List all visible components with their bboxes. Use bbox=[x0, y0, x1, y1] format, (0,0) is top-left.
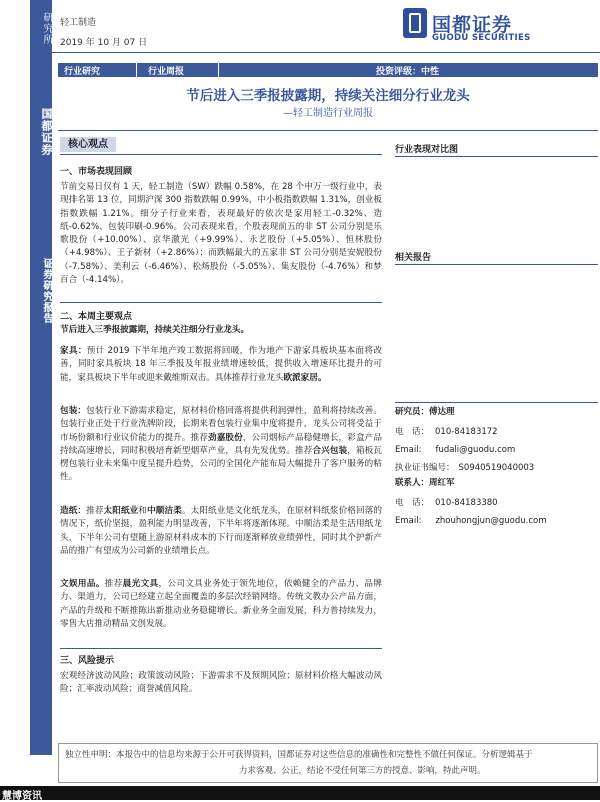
contact-email[interactable]: zhouhongjun@guodu.com bbox=[435, 516, 547, 526]
band-mid: 行业周报 bbox=[148, 67, 185, 77]
contact-block bbox=[395, 476, 600, 528]
packaging-paragraph bbox=[60, 405, 382, 485]
band-separator bbox=[136, 63, 137, 77]
related-reports-title: 相关报告 bbox=[395, 253, 432, 263]
logo-icon bbox=[403, 8, 427, 38]
watermark-text: 慧博资讯 bbox=[2, 791, 42, 802]
core-opinion-label: 核心观点 bbox=[60, 137, 116, 152]
left-sidebar bbox=[30, 0, 52, 755]
disclaimer-line-2: 力求客观、公正，结论不受任何第三方的授意、影响，特此声明。 bbox=[239, 766, 486, 776]
section3-paragraph: 宏观经济波动风险；政策波动风险；下游需求不及预期风险；原材料价格大幅波动风险；汇率波动风险；商誉减值风险。 bbox=[60, 671, 382, 695]
paper-text-a: 推荐 bbox=[86, 506, 104, 516]
sidebar-low-label: 证券研究报告 bbox=[41, 258, 52, 324]
band-rating: 投资评级：中性 bbox=[376, 67, 440, 77]
contact-tel-label: 电 话： bbox=[395, 498, 430, 508]
section2-lead: 节后进入三季报披露期，持续关注细分行业龙头。 bbox=[60, 325, 250, 335]
analyst-email[interactable]: fudali@guodu.com bbox=[435, 445, 516, 455]
bottom-watermark-bar bbox=[0, 786, 600, 800]
packaging-text-a: 包装行业下游需求稳定，原材料价格回落将提供利润弹性，盈利将持续改善。包装行业正处于行业洗牌阶段，长期来看包装行业集中度将提升，龙头公司将受益于市场份额和行业议价能力的提升。推荐 bbox=[60, 406, 382, 443]
analyst-email-label: Email: bbox=[395, 445, 422, 455]
sidebar-mid-label: 国都证券 bbox=[40, 108, 53, 156]
paper-pick-1: 太阳纸业 bbox=[103, 506, 139, 516]
stationery-paragraph bbox=[60, 578, 382, 631]
furniture-pick: 欧派家居。 bbox=[283, 372, 327, 383]
analyst-cert: S0940519040003 bbox=[458, 463, 535, 473]
right-rule bbox=[395, 264, 598, 265]
furniture-label: 家具： bbox=[60, 346, 87, 356]
stationery-text-b: ，公司文具业务处于领先地位，依赖健全的产品力、品牌力、渠道力，公司已经建立起全面覆盖的多层次经销网络。传统文教办公产品方面，产品的升级和不断推陈出新推动业务稳健增长。新业务全面发展，科力普持续发力，零售大店推动精品文创发展。 bbox=[60, 579, 382, 629]
furniture-paragraph bbox=[60, 345, 382, 385]
stationery-pick: 晨光文具 bbox=[122, 579, 159, 589]
section-rule bbox=[60, 154, 382, 155]
analyst-block bbox=[395, 405, 600, 475]
contact-name: 周红军 bbox=[429, 478, 455, 488]
analyst-name: 傅达理 bbox=[429, 407, 455, 417]
chart-title: 行业表现对比图 bbox=[395, 145, 459, 155]
band-left: 行业研究 bbox=[64, 67, 101, 77]
paper-text-c: 。太阳纸业是文化纸龙头，在原材料纸浆价格回落的情况下，纸价坚挺，盈利能力明显改善，下半年将逐渐体现。中顺洁柔是生活用纸龙头，下半年公司有望随上游原材料成本的下行而逐渐释放业绩弹性，同时其个护新产品的推广有望成为公司新的业绩增长点。 bbox=[60, 506, 382, 556]
report-title: 节后进入三季报披露期，持续关注细分行业龙头 bbox=[186, 88, 470, 104]
paper-paragraph bbox=[60, 505, 382, 558]
header-rule bbox=[52, 52, 600, 53]
disclaimer-box bbox=[58, 743, 598, 783]
section-rule bbox=[60, 648, 382, 649]
analyst-cert-label: 执业证书编号： bbox=[395, 463, 455, 473]
contact-label: 联系人： bbox=[395, 478, 430, 488]
analyst-tel: 010-84183172 bbox=[435, 427, 498, 437]
packaging-text-b: ，公司烟标产品稳健增长，彩盒产品持续高速增长，同时积极培育新型烟草产业，具有先发优势。推荐 bbox=[60, 432, 382, 456]
report-subtitle: —轻工制造行业周报 bbox=[283, 108, 373, 119]
logo-en: GUODU SECURITIES bbox=[432, 33, 531, 43]
packaging-text-c: ，箱板瓦楞包装行业未来集中度呈提升趋势，公司的全国化产能布局大幅提升了客户服务的粘性。 bbox=[60, 445, 382, 483]
stationery-text-a: 推荐 bbox=[104, 579, 123, 589]
packaging-pick-1: 劲嘉股份 bbox=[207, 432, 243, 443]
contact-tel: 010-84183380 bbox=[435, 498, 498, 508]
header-date: 2019 年 10 月 07 日 bbox=[60, 38, 148, 48]
section3-heading: 三、风险提示 bbox=[60, 656, 115, 666]
right-rule bbox=[395, 156, 598, 157]
analyst-tel-label: 电 话： bbox=[395, 427, 430, 437]
analyst-label: 研究员： bbox=[395, 407, 430, 417]
band-separator bbox=[218, 63, 219, 77]
disclaimer-line-1: 独立性申明：本报告中的信息均来源于公开可获得资料，国都证券对这些信息的准确性和完整性不做任何保证。分析逻辑基于 bbox=[65, 750, 533, 760]
stationery-label: 文娱用品。 bbox=[60, 579, 105, 589]
paper-text-b: 和 bbox=[138, 506, 148, 516]
section1-paragraph: 节前交易日仅有 1 天，轻工制造（SW）跌幅 0.58%，在 28 个申万一级行业中，表现排名第 13 位，同期沪深 300 指数跌幅 0.99%，中小板指数跌幅 1.31%，创业板指数跌幅 1.21%。细分子行业来看，表现最好的依次是家用轻工-0.32%、造纸-0.62%、包装印刷-0.96%。公司表现来看，个股表现前五的非 ST 公司分别是乐歌股份（+10.00%）、京华激光（+9.99%）、永艺股份（+5.05%）、恒林股份（+4.98%）、王子新材（+2.86%）；而跌幅最大的五家非 ST 公司分别是安妮股份（-7.58%）、美利云（-6.46%）、松炀股份（-5.05%）、集友股份（-4.76%）和梦百合（-4.14%）。 bbox=[60, 182, 382, 286]
section2-heading: 二、本周主要观点 bbox=[60, 312, 133, 322]
right-rule bbox=[395, 402, 598, 403]
furniture-text: 预计 2019 下半年地产竣工数据将回暖，作为地产下游家具板块基本面将改善，同时家具板块 18 年三季报及年报业绩增速较低，提供收入增速环比提升的可能，家具板块下半年或迎来戴维斯双击。具体推荐行业龙头 bbox=[60, 346, 382, 383]
contact-email-label: Email: bbox=[395, 516, 422, 526]
report-type-band bbox=[58, 63, 598, 77]
section-rule bbox=[60, 302, 382, 303]
paper-label: 造纸： bbox=[60, 506, 87, 516]
header-industry: 轻工制造 bbox=[60, 18, 97, 28]
sidebar-top-label: 研究所 bbox=[41, 12, 52, 45]
packaging-label: 包装： bbox=[60, 406, 87, 416]
paper-pick-2: 中顺洁柔 bbox=[147, 506, 182, 516]
packaging-pick-2: 合兴包装 bbox=[312, 445, 348, 456]
section1-heading: 一、市场表现回顾 bbox=[60, 167, 133, 177]
logo-cn: 国都证券 bbox=[432, 14, 513, 36]
title-rule bbox=[58, 130, 598, 131]
